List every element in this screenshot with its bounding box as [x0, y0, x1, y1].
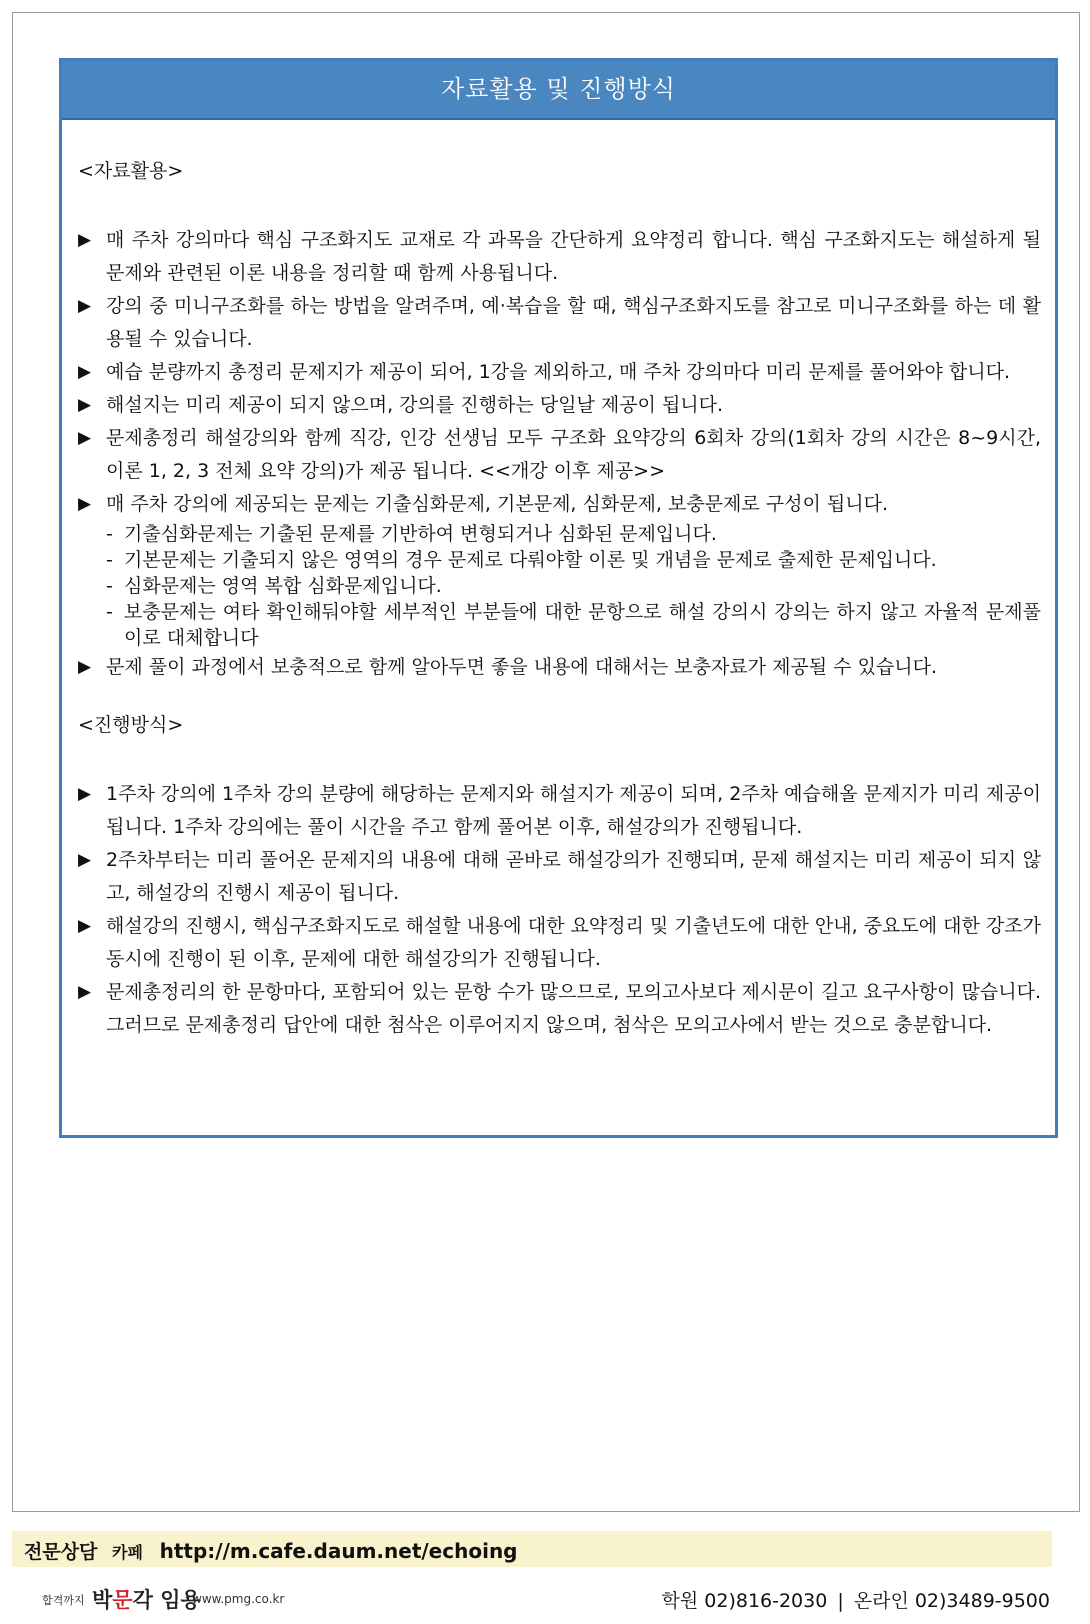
- list-item: ▶ 해설강의 진행시, 핵심구조화지도로 해설할 내용에 대한 요약정리 및 기출년도에 대한 안내, 중요도에 대한 강조가 동시에 진행이 된 이후, 문제에 대한 해설강의가 진행됩니다.: [76, 910, 1041, 976]
- triangle-bullet-icon: ▶: [78, 784, 92, 804]
- sub-item: - 기본문제는 기출되지 않은 영역의 경우 문제로 다뤄야할 이론 및 개념을 문제로 출제한 문제입니다.: [106, 549, 937, 571]
- list-item: ▶ 매 주차 강의에 제공되는 문제는 기출심화문제, 기본문제, 심화문제, 보충문제로 구성이 됩니다.: [76, 488, 1041, 521]
- list-item: ▶ 예습 분량까지 총정리 문제지가 제공이 되어, 1강을 제외하고, 매 주차 강의마다 미리 문제를 풀어와야 합니다.: [76, 356, 1041, 389]
- triangle-bullet-icon: ▶: [78, 850, 92, 870]
- info-box: [59, 58, 1058, 1138]
- section-title-progress: <진행방식>: [78, 714, 184, 736]
- section-title-materials: <자료활용>: [78, 160, 184, 182]
- publisher-url[interactable]: www.pmg.co.kr: [192, 1592, 285, 1606]
- triangle-bullet-icon: ▶: [78, 296, 92, 316]
- phone-academy: 학원 02)816-2030: [661, 1590, 828, 1612]
- list-item: ▶ 문제총정리 해설강의와 함께 직강, 인강 선생님 모두 구조화 요약강의 6회차 강의(1회차 강의 시간은 8~9시간, 이론 1, 2, 3 전체 요약 강의)가 제공 됩니다. <<개강 이후 제공>>: [76, 422, 1041, 488]
- list-item: ▶ 매 주차 강의마다 핵심 구조화지도 교재로 각 과목을 간단하게 요약정리 합니다. 핵심 구조화지도는 해설하게 될 문제와 관련된 이론 내용을 정리할 때 함께 사용됩니다.: [76, 224, 1041, 290]
- cafe-link[interactable]: http://m.cafe.daum.net/echoing: [159, 1539, 518, 1563]
- contact-band: [12, 1531, 1052, 1567]
- triangle-bullet-icon: ▶: [78, 916, 92, 936]
- contact-label: 전문상담: [24, 1541, 98, 1563]
- triangle-bullet-icon: ▶: [78, 395, 92, 415]
- triangle-bullet-icon: ▶: [78, 657, 92, 677]
- page-frame: [12, 12, 1080, 1512]
- sub-item: - 심화문제는 영역 복합 심화문제입니다.: [106, 575, 442, 597]
- list-item: ▶ 문제 풀이 과정에서 보충적으로 함께 알아두면 좋을 내용에 대해서는 보충자료가 제공될 수 있습니다.: [76, 651, 1041, 684]
- publisher-line: [0, 1580, 1090, 1620]
- list-item: ▶ 문제총정리의 한 문항마다, 포함되어 있는 문항 수가 많으므로, 모의고사보다 제시문이 길고 요구사항이 많습니다. 그러므로 문제총정리 답안에 대한 첨삭은 이루어지지 않으며, 첨삭은 모의고사에서 받는 것으로 충분합니다.: [76, 976, 1041, 1042]
- list-item: ▶ 강의 중 미니구조화를 하는 방법을 알려주며, 예·복습을 할 때, 핵심구조화지도를 참고로 미니구조화를 하는 데 활용될 수 있습니다.: [76, 290, 1041, 356]
- triangle-bullet-icon: ▶: [78, 982, 92, 1002]
- triangle-bullet-icon: ▶: [78, 428, 92, 448]
- phone-online: 온라인 02)3489-9500: [853, 1590, 1050, 1612]
- logo-prefix: 합격까지: [42, 1594, 85, 1607]
- list-item: ▶ 해설지는 미리 제공이 되지 않으며, 강의를 진행하는 당일날 제공이 됩니다.: [76, 389, 1041, 422]
- sub-item: - 보충문제는 여타 확인해둬야할 세부적인 부분들에 대한 문항으로 해설 강의시 강의는 하지 않고 자율적 문제풀이로 대체합니다: [106, 601, 1041, 649]
- box-title: 자료활용 및 진행방식: [62, 61, 1055, 120]
- box-body: [62, 120, 1055, 1042]
- sub-item: - 기출심화문제는 기출된 문제를 기반하여 변형되거나 심화된 문제입니다.: [106, 523, 717, 545]
- triangle-bullet-icon: ▶: [78, 230, 92, 250]
- cafe-label: 카페: [112, 1543, 143, 1562]
- phone-numbers: 학원 02)816-2030 | 온라인 02)3489-9500: [661, 1590, 1050, 1612]
- publisher-logo: 박문각 임용: [92, 1588, 201, 1612]
- triangle-bullet-icon: ▶: [78, 362, 92, 382]
- list-item: ▶ 2주차부터는 미리 풀어온 문제지의 내용에 대해 곧바로 해설강의가 진행되며, 문제 해설지는 미리 제공이 되지 않고, 해설강의 진행시 제공이 됩니다.: [76, 844, 1041, 910]
- list-item: ▶ 1주차 강의에 1주차 강의 분량에 해당하는 문제지와 해설지가 제공이 되며, 2주차 예습해올 문제지가 미리 제공이 됩니다. 1주차 강의에는 풀이 시간을 주고 함께 풀어본 이후, 해설강의가 진행됩니다.: [76, 778, 1041, 844]
- triangle-bullet-icon: ▶: [78, 494, 92, 514]
